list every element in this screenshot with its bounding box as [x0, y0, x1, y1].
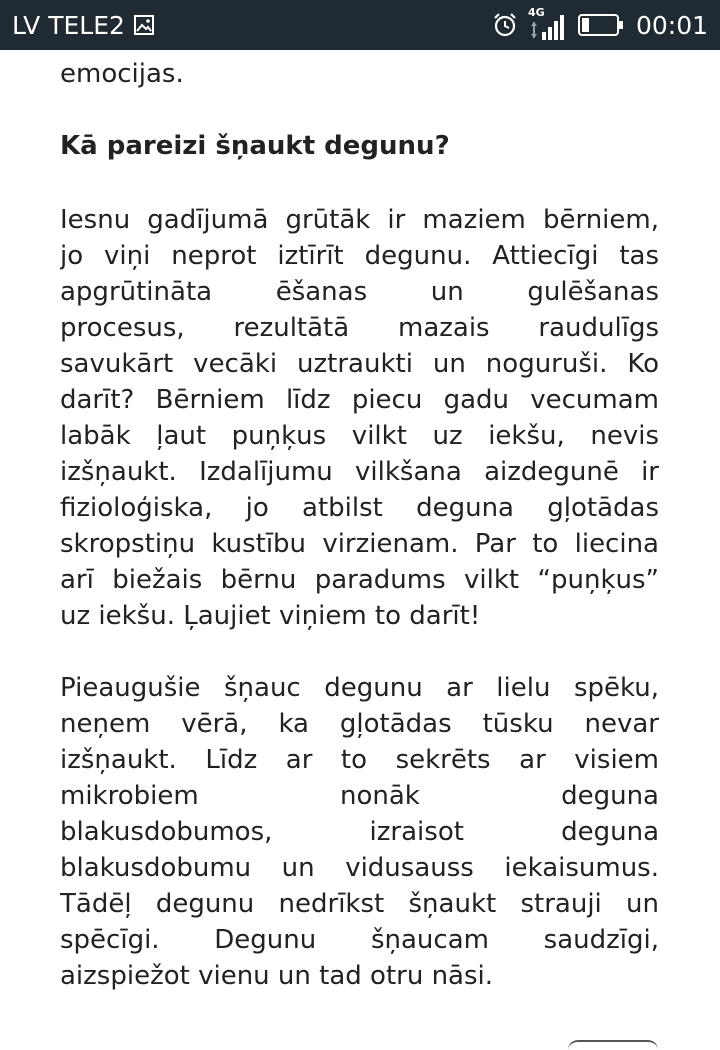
paragraph-line: labāk ļaut puņķus vilkt uz iekšu, nevis: [60, 421, 659, 451]
partial-element-bottom: [568, 1040, 658, 1050]
paragraph-line: uz iekšu. Ļaujiet viņiem to darīt!: [60, 601, 481, 631]
network-type-label: 4G: [527, 6, 545, 19]
paragraph-line: aizspiežot vienu un tad otru nāsi.: [60, 961, 494, 991]
paragraph-line: blakusdobumos, izraisot deguna: [60, 817, 659, 847]
previous-paragraph-tail: emocijas.: [60, 59, 184, 89]
alarm-icon: [492, 12, 518, 38]
paragraph-line: fizioloģiska, jo atbilst deguna gļotādas: [60, 493, 659, 523]
paragraph-line: neņem vērā, ka gļotādas tūsku nevar: [60, 709, 659, 739]
paragraph-line: mikrobiem nonāk deguna: [60, 781, 659, 811]
carrier-name: LV TELE2: [12, 10, 125, 40]
paragraph-line: procesus, rezultātā mazais raudulīgs: [60, 313, 659, 343]
paragraph-line: darīt? Bērniem līdz piecu gadu vecumam: [60, 385, 659, 415]
paragraph-line: savukārt vecāki uztraukti un noguruši. Ko: [60, 349, 659, 379]
paragraph-line: arī biežais bērnu paradums vilkt “puņķus”: [60, 565, 659, 595]
signal-indicator: [526, 8, 566, 42]
status-icons: [492, 8, 708, 42]
paragraph-line: spēcīgi. Degunu šņaucam saudzīgi,: [60, 925, 659, 955]
paragraph-1: [60, 202, 659, 634]
paragraph-line: Pieaugušie šņauc degunu ar lielu spēku,: [60, 673, 659, 703]
paragraph-2: [60, 670, 659, 994]
image-icon: [133, 14, 155, 36]
battery-icon: [578, 13, 624, 37]
paragraph-line: izšņaukt. Līdz ar to sekrēts ar visiem: [60, 745, 659, 775]
signal-icon: [526, 8, 566, 42]
status-bar: [0, 0, 720, 50]
paragraph-line: skropstiņu kustību virzienam. Par to liecina: [60, 529, 659, 559]
paragraph-line: izšņaukt. Izdalījumu vilkšana aizdegunē ir: [60, 457, 659, 487]
article-body: [60, 50, 659, 994]
paragraph-line: Tādēļ degunu nedrīkst šņaukt strauji un: [60, 889, 659, 919]
section-heading: Kā pareizi šņaukt degunu?: [60, 131, 450, 161]
paragraph-line: jo viņi neprot iztīrīt degunu. Attiecīgi tas: [60, 241, 659, 271]
paragraph-line: Iesnu gadījumā grūtāk ir maziem bērniem,: [60, 205, 659, 235]
paragraph-line: blakusdobumu un vidusauss iekaisumus.: [60, 853, 659, 883]
paragraph-line: apgrūtināta ēšanas un gulēšanas: [60, 277, 659, 307]
status-time: 00:01: [635, 10, 708, 40]
